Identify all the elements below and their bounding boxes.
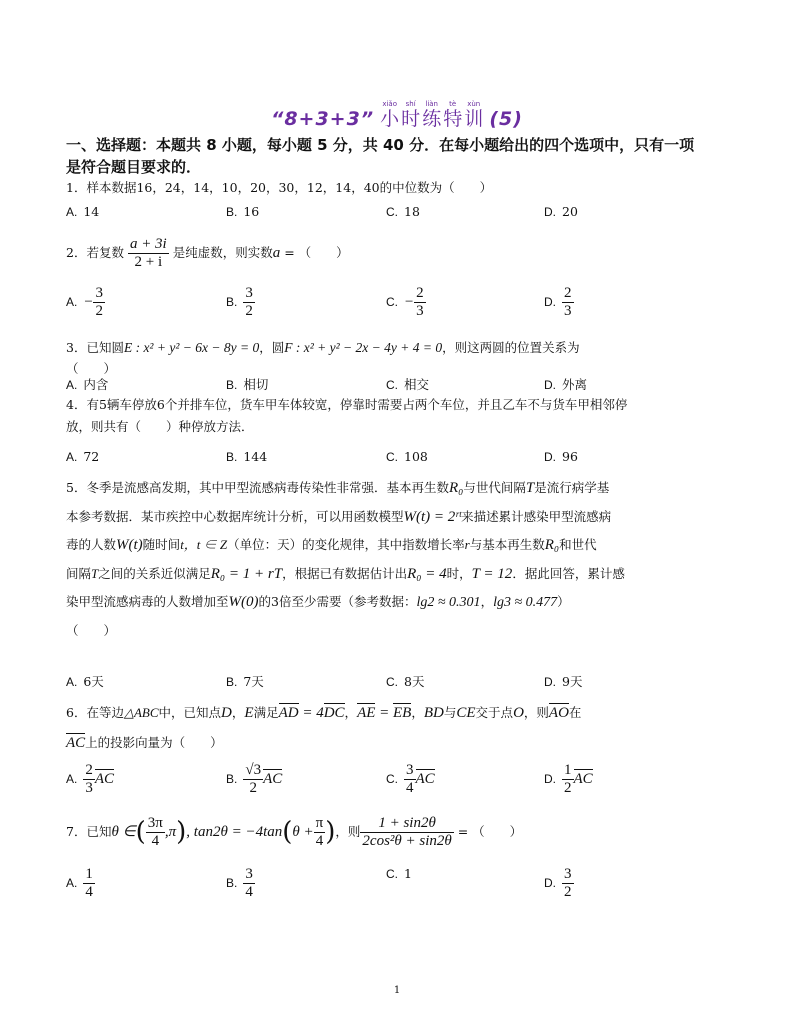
option-label: C.: [386, 295, 398, 309]
title-prefix: “8+3+3”: [271, 108, 375, 130]
option-label: A.: [66, 876, 78, 890]
option-value: 96: [562, 449, 578, 464]
q6-o: O: [513, 705, 524, 721]
option-frac-num: 3: [406, 762, 414, 778]
q5-l3e: 和世代: [559, 537, 597, 552]
option-label: A.: [66, 205, 78, 219]
q5-l5c: ）: [557, 594, 570, 609]
option-frac-num: 3: [564, 866, 572, 882]
option-frac-den: 2: [564, 884, 572, 900]
option-frac-den: 2: [245, 303, 253, 319]
option-frac-den: 4: [245, 884, 253, 900]
option-label: B.: [226, 378, 238, 392]
q6-option-d: [544, 762, 593, 797]
q7-iv-n: 3π: [147, 815, 163, 831]
question-2: [66, 236, 686, 271]
option-value: 内含: [83, 377, 109, 392]
q6-l1c: ，: [231, 705, 245, 720]
option-frac-den: 4: [406, 780, 414, 796]
q5-l3a: 毒的人数: [66, 537, 117, 552]
title-char-0: [380, 100, 399, 130]
option-value: 相交: [404, 377, 430, 392]
option-label: D.: [544, 675, 556, 689]
title-char-4: [464, 100, 483, 130]
q7-then: ，则: [335, 824, 361, 839]
question-4: [66, 394, 686, 438]
q4-line2: 放，则共有（ ）种停放方法．: [66, 419, 254, 434]
q7-post: = （ ）: [453, 824, 523, 839]
question-7: [66, 815, 686, 859]
question-5: [66, 474, 686, 644]
q5-l3c: （单位：天）的变化规律，其中指数增长率: [227, 537, 465, 552]
q6-vec-ao: AO: [548, 705, 569, 721]
option-frac-den: 2: [95, 303, 103, 319]
option-label: C.: [386, 867, 398, 881]
q1-option-a: [66, 204, 99, 219]
q4-option-d: [544, 449, 578, 464]
option-label: D.: [544, 378, 556, 392]
q7-iv-d: 4: [151, 833, 160, 849]
q6-vec-dc: DC: [323, 705, 345, 721]
option-value: 8天: [404, 674, 425, 689]
title-pinyin: xùn: [467, 100, 481, 108]
question-3: [66, 337, 686, 379]
option-frac-den: 2: [249, 780, 257, 796]
title-char-3: [443, 100, 462, 130]
q6-vec-ae: AE: [357, 705, 376, 721]
title-char-2: [422, 100, 441, 130]
option-label: C.: [386, 772, 398, 786]
q6-vec-ad: AD: [278, 705, 299, 721]
title-hanzi: 小: [380, 108, 400, 130]
q6-d: D: [221, 705, 232, 721]
q6-option-a: [66, 762, 114, 797]
section-heading: 一、选择题：本题共 8 小题，每小题 5 分，共 40 分．在每小题给出的四个选项中，只有一项是符合题目要求的．: [66, 136, 695, 176]
option-frac: [562, 866, 574, 901]
option-label: C.: [386, 450, 398, 464]
q5-l2a: 本参考数据．某市疾控中心数据库统计分析，可以用函数模型: [66, 508, 404, 524]
option-label: A.: [66, 772, 78, 786]
q3-circle-e: E : x² + y² − 6x − 8y = 0: [123, 340, 260, 355]
q7-pre: 7．已知: [66, 824, 112, 839]
option-value: 1: [404, 866, 412, 881]
option-frac: [243, 762, 263, 797]
q5-l4b: 之间的关系近似满足: [98, 565, 211, 581]
q7-main-frac: [360, 815, 453, 850]
option-label: D.: [544, 772, 556, 786]
q3-text2: ，圆: [259, 340, 285, 355]
title-pinyin: liàn: [425, 100, 438, 108]
option-frac-den: 2: [564, 780, 572, 796]
option-frac-num: 3: [245, 866, 253, 882]
option-value: 144: [243, 449, 268, 464]
option-vector: AC: [573, 771, 593, 787]
q6-triangle: △ABC: [123, 705, 159, 720]
q6-eq2: =: [375, 705, 394, 721]
q6-vec-eb: EB: [393, 705, 412, 721]
q5-l4d: 时，: [446, 565, 472, 581]
title-hanzi: 特: [443, 108, 463, 130]
q2-option-c: [386, 285, 426, 320]
q7-lparen: (: [135, 817, 146, 847]
q5-lg3: lg3 ≈ 0.477: [493, 595, 558, 610]
q5-wt: W(t): [116, 537, 143, 553]
option-frac-den: 3: [85, 780, 93, 796]
option-label: A.: [66, 378, 78, 392]
option-frac: [562, 762, 574, 797]
option-value: 18: [404, 204, 420, 219]
q5-lg2: lg2 ≈ 0.301: [416, 595, 481, 610]
q6-vec-ac: AC: [66, 735, 86, 751]
question-6-options: [66, 762, 686, 804]
page-number: 1: [393, 985, 401, 996]
q2-var: a: [272, 245, 281, 261]
q6-l2b: 上的投影向量为（ ）: [85, 735, 223, 750]
q1-option-c: [386, 204, 420, 219]
q5-rv: r: [464, 537, 470, 552]
option-vector: AC: [263, 771, 283, 787]
option-frac-num: 1: [85, 866, 93, 882]
option-frac: [562, 285, 574, 320]
option-label: B.: [226, 295, 238, 309]
title-chars: [379, 100, 484, 130]
q5-l2b: 来描述累计感染甲型流感病: [461, 508, 612, 524]
q7-option-d: [544, 866, 574, 901]
q7-iv-end: ,π: [164, 824, 177, 840]
question-6: [66, 698, 686, 758]
option-frac: [414, 285, 426, 320]
q4-option-a: [66, 449, 99, 464]
option-vector: AC: [94, 771, 115, 787]
q6-eq1: = 4: [298, 705, 324, 721]
q6-c2: ，: [411, 705, 424, 720]
option-value: 7天: [243, 674, 264, 689]
page-title: [0, 100, 794, 130]
q7-th2: θ +: [292, 824, 314, 840]
option-value: 相切: [243, 377, 269, 392]
q5-option-d: [544, 672, 582, 690]
q5-option-a: [66, 672, 104, 690]
q6-l1g: ，则: [523, 705, 549, 720]
option-label: A.: [66, 295, 78, 309]
option-frac: [83, 866, 95, 901]
q3-text1: 3．已知圆: [66, 340, 124, 355]
option-frac: [93, 285, 105, 320]
q3-option-b: [226, 375, 268, 393]
title-hanzi: 练: [422, 108, 442, 130]
option-label: D.: [544, 295, 556, 309]
q3-circle-f: F : x² + y² − 2x − 4y + 4 = 0: [284, 340, 443, 355]
option-frac: [243, 866, 255, 901]
q1-option-b: [226, 204, 259, 219]
q2-num: a + 3i: [129, 236, 167, 252]
option-value: 6天: [83, 674, 104, 689]
q2-fraction: [128, 236, 169, 271]
q5-rel: R₀ = 1 + rT: [210, 565, 283, 582]
title-pinyin: shí: [405, 100, 416, 108]
option-label: A.: [66, 675, 78, 689]
option-label: D.: [544, 205, 556, 219]
option-sign: −: [404, 294, 415, 310]
q5-l5a: 染甲型流感病毒的人数增加至: [66, 594, 229, 609]
q6-l1e: 与: [443, 705, 457, 720]
title-hanzi: 时: [401, 108, 421, 130]
option-label: D.: [544, 450, 556, 464]
option-label: B.: [226, 205, 238, 219]
q6-l1h: 在: [568, 705, 582, 720]
option-value: 20: [562, 204, 578, 219]
q7-theta: θ ∈: [111, 824, 136, 840]
q2-den: 2 + i: [134, 254, 163, 270]
option-frac-num: 2: [564, 285, 572, 301]
option-frac-num: √3: [245, 762, 262, 778]
q7-pi-n: π: [315, 815, 324, 831]
title-pinyin: tè: [449, 100, 457, 108]
option-value: 14: [83, 204, 100, 219]
question-1: 1．样本数据16，24，14，10，20，30，12，14，40的中位数为（ ）: [66, 180, 493, 195]
q6-l1b: 中，已知点: [158, 705, 222, 720]
q2-option-d: [544, 285, 574, 320]
option-label: B.: [226, 772, 238, 786]
q5-l1b: 与世代间隔: [463, 480, 526, 495]
option-value: 9天: [562, 674, 583, 689]
option-label: C.: [386, 205, 398, 219]
q5-l4e: ．据此回答，累计感: [512, 565, 625, 581]
q7-fn: 1 + sin2θ: [360, 815, 453, 833]
q5-paren: （ ）: [66, 622, 117, 638]
option-label: B.: [226, 450, 238, 464]
q7-rparen2: ): [325, 817, 336, 847]
q7-pi-d: 4: [315, 833, 324, 849]
q7-iv-frac: [146, 815, 165, 850]
q6-ce: CE: [456, 705, 476, 721]
q7-rparen: ): [176, 817, 187, 847]
q4-option-b: [226, 449, 267, 464]
q3-text3: ，则这两圆的位置关系为: [442, 340, 580, 355]
question-1-options: [66, 204, 686, 236]
q5-l3d: 与基本再生数: [469, 537, 545, 552]
q1-option-d: [544, 204, 578, 219]
option-value: 16: [243, 204, 260, 219]
q7-option-b: [226, 866, 255, 901]
option-frac-num: 1: [564, 762, 572, 778]
option-label: C.: [386, 378, 398, 392]
option-frac-num: 3: [95, 285, 103, 301]
option-label: C.: [386, 675, 398, 689]
q4-line1: 4．有5辆车停放6个并排车位，货车甲车体较宽，停靠时需要占两个车位，并且乙车不与货车甲相邻停: [66, 397, 628, 412]
q5-l5b: 的3倍至少需要（参考数据：: [258, 594, 417, 609]
option-value: 108: [404, 449, 428, 464]
q7-option-c: [386, 866, 412, 881]
option-frac-num: 3: [245, 285, 253, 301]
option-frac-den: 3: [416, 303, 424, 319]
q6-bd: BD: [423, 705, 444, 721]
q5-t2: T: [91, 565, 99, 581]
option-frac-num: 2: [85, 762, 93, 778]
q6-c1: ，: [344, 705, 358, 720]
option-label: B.: [226, 876, 238, 890]
q5-l3b: 随时间: [142, 537, 181, 552]
question-2-options: [66, 285, 686, 327]
q4-option-c: [386, 449, 428, 464]
option-sign: −: [83, 294, 94, 310]
q6-l1d: 满足: [253, 705, 279, 720]
q5-r04: R₀ = 4: [407, 565, 447, 582]
q2-mid: 是纯虚数，则实数: [172, 245, 273, 260]
title-pinyin: xiǎo: [382, 100, 397, 108]
q5-w0: W(0): [228, 594, 259, 610]
q5-r0b: R₀: [544, 537, 560, 553]
q5-l1c: 是流行病学基: [534, 480, 610, 495]
q2-post: = （ ）: [280, 245, 349, 260]
q7-lparen2: (: [282, 817, 293, 847]
option-frac: [404, 762, 416, 797]
option-value: 外离: [562, 377, 588, 392]
q5-option-c: [386, 672, 424, 690]
q5-comma: ，: [480, 594, 494, 609]
option-label: B.: [226, 675, 238, 689]
q5-option-b: [226, 672, 264, 690]
q7-option-a: [66, 866, 95, 901]
option-frac: [83, 762, 95, 797]
option-frac-den: 4: [85, 884, 93, 900]
q2-pre: 2．若复数: [66, 245, 124, 260]
q5-t: T: [525, 480, 535, 496]
q6-option-b: [226, 762, 282, 797]
q5-l1a: 5．冬季是流感高发期，其中甲型流感病毒传染性非常强．基本再生数: [66, 480, 449, 495]
q3-option-c: [386, 375, 429, 393]
q7-fd: 2cos²θ + sin2θ: [362, 833, 452, 849]
title-hanzi: 训: [464, 108, 484, 130]
q5-l4c: ，根据已有数据估计出: [282, 565, 408, 581]
option-label: A.: [66, 450, 78, 464]
q6-l1a: 6．在等边: [66, 705, 124, 720]
option-value: 72: [83, 449, 100, 464]
option-vector: AC: [415, 771, 435, 787]
q5-tv: t，t ∈ Z: [180, 537, 228, 552]
q3-option-a: [66, 375, 108, 393]
q7-tan: , tan2θ = −4tan: [186, 824, 283, 840]
q3-paren: （ ）: [66, 361, 117, 376]
q2-option-a: [66, 285, 105, 320]
question-7-options: [66, 866, 686, 908]
q5-model: W(t) = 2ʳᵗ: [403, 508, 462, 525]
q6-option-c: [386, 762, 435, 797]
q5-r0: R₀: [448, 480, 464, 496]
q3-option-d: [544, 375, 587, 393]
q2-option-b: [226, 285, 255, 320]
option-frac-den: 3: [564, 303, 572, 319]
q6-l1f: 交于点: [475, 705, 514, 720]
q7-pi-frac: [314, 815, 326, 850]
title-suffix: (5): [489, 108, 523, 130]
option-frac-num: 2: [416, 285, 424, 301]
option-frac: [243, 285, 255, 320]
q6-e: E: [244, 705, 254, 721]
q5-l4a: 间隔: [66, 565, 92, 581]
title-char-1: [401, 100, 420, 130]
q5-t12: T = 12: [471, 565, 513, 582]
option-label: D.: [544, 876, 556, 890]
